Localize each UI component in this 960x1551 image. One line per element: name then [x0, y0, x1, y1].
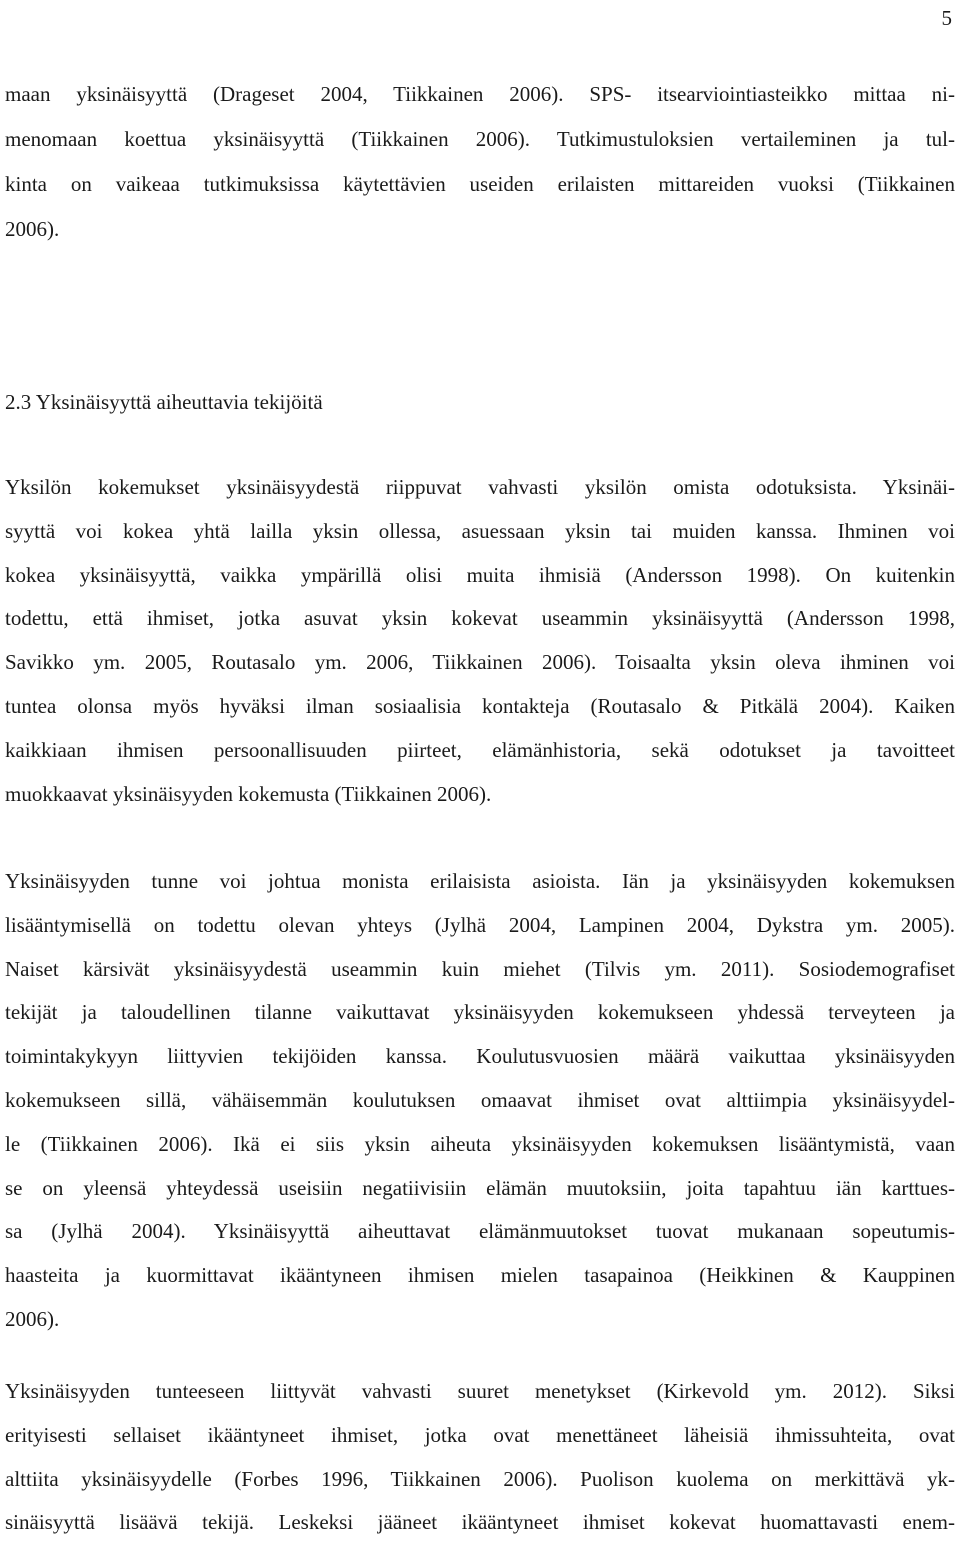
section-heading: 2.3 Yksinäisyyttä aiheuttavia tekijöitä: [5, 390, 323, 414]
text-line: le (Tiikkainen 2006). Ikä ei siis yksin aiheuta yksinäisyyden kokemuksen lisääntymistä, vaan: [5, 1131, 955, 1156]
text-line: Naiset kärsivät yksinäisyydestä useammin kuin miehet (Tilvis ym. 2011). Sosiodemografiset: [5, 956, 955, 981]
text-line: Yksinäisyyden tunne voi johtua monista erilaisista asioista. Iän ja yksinäisyyden kokemuksen: [5, 869, 955, 893]
text-line: kaikkiaan ihmisen persoonallisuuden piirteet, elämänhistoria, sekä odotukset ja tavoitteet: [5, 737, 955, 762]
text-line: tuntea olonsa myös hyväksi ilman sosiaalisia kontakteja (Routasalo & Pitkälä 2004). Kaiken: [5, 693, 955, 718]
text-line: maan yksinäisyyttä (Drageset 2004, Tiikkainen 2006). SPS- itsearviointiasteikko mittaa ni-: [5, 82, 955, 106]
paragraph-intro: [5, 72, 955, 252]
paragraph-causes: [5, 860, 955, 1342]
page-number: 5: [941, 6, 952, 30]
text-line: toimintakykyyn liittyvien tekijöiden kanssa. Koulutusvuosien määrä vaikuttaa yksinäisyyden: [5, 1044, 955, 1069]
text-line: 2006).: [5, 217, 60, 241]
text-line: Yksinäisyyden tunteeseen liittyvät vahvasti suuret menetykset (Kirkevold ym. 2012). Siksi: [5, 1379, 955, 1403]
paragraph-expectations: [5, 466, 955, 816]
text-line: sa (Jylhä 2004). Yksinäisyyttä aiheuttavat elämänmuutokset tuovat mukanaan sopeutumis-: [5, 1219, 955, 1244]
text-line: kokea yksinäisyyttä, vaikka ympärillä olisi muita ihmisiä (Andersson 1998). On kuitenkin: [5, 562, 955, 587]
text-line: todettu, että ihmiset, jotka asuvat yksin kokevat useammin yksinäisyyttä (Andersson 1998,: [5, 606, 955, 631]
text-line: Savikko ym. 2005, Routasalo ym. 2006, Tiikkainen 2006). Toisaalta yksin oleva ihminen voi: [5, 650, 955, 675]
paragraph-losses: [5, 1370, 955, 1545]
text-line: haasteita ja kuormittavat ikääntyneen ihmisen mielen tasapainoa (Heikkinen & Kauppinen: [5, 1263, 955, 1288]
text-line: muokkaavat yksinäisyyden kokemusta (Tiikkainen 2006).: [5, 781, 492, 806]
text-line: tekijät ja taloudellinen tilanne vaikuttavat yksinäisyyden kokemukseen yhdessä terveyteen ja: [5, 1000, 955, 1025]
text-line: Yksilön kokemukset yksinäisyydestä riippuvat vahvasti yksilön omista odotuksista. Yksinäi-: [5, 475, 955, 499]
text-line: menomaan koettua yksinäisyyttä (Tiikkainen 2006). Tutkimustuloksien vertaileminen ja tul-: [5, 127, 955, 151]
text-line: syyttä voi kokea yhtä lailla yksin ollessa, asuessaan yksin tai muiden kanssa. Ihminen voi: [5, 518, 955, 543]
text-line: kinta on vaikeaa tutkimuksissa käytettävien useiden erilaisten mittareiden vuoksi (Tiikkainen: [5, 172, 955, 196]
text-line: se on yleensä yhteydessä useisiin negatiivisiin elämän muutoksiin, joita tapahtuu iän karttues-: [5, 1175, 955, 1200]
document-body: [5, 72, 955, 1535]
text-line: erityisesti sellaiset ikääntyneet ihmiset, jotka ovat menettäneet läheisiä ihmissuhteita, ovat: [5, 1422, 955, 1447]
text-line: 2006).: [5, 1306, 60, 1331]
text-line: kokemukseen sillä, vähäisemmän koulutuksen omaavat ihmiset ovat alttiimpia yksinäisyydel-: [5, 1087, 955, 1112]
text-line: lisääntymisellä on todettu olevan yhteys (Jylhä 2004, Lampinen 2004, Dykstra ym. 2005).: [5, 912, 955, 937]
text-line: sinäisyyttä lisäävä tekijä. Leskeksi jääneet ikääntyneet ihmiset kokevat huomattavasti enem-: [5, 1510, 955, 1535]
text-line: alttiita yksinäisyydelle (Forbes 1996, Tiikkainen 2006). Puolison kuolema on merkittävä yk-: [5, 1466, 955, 1491]
